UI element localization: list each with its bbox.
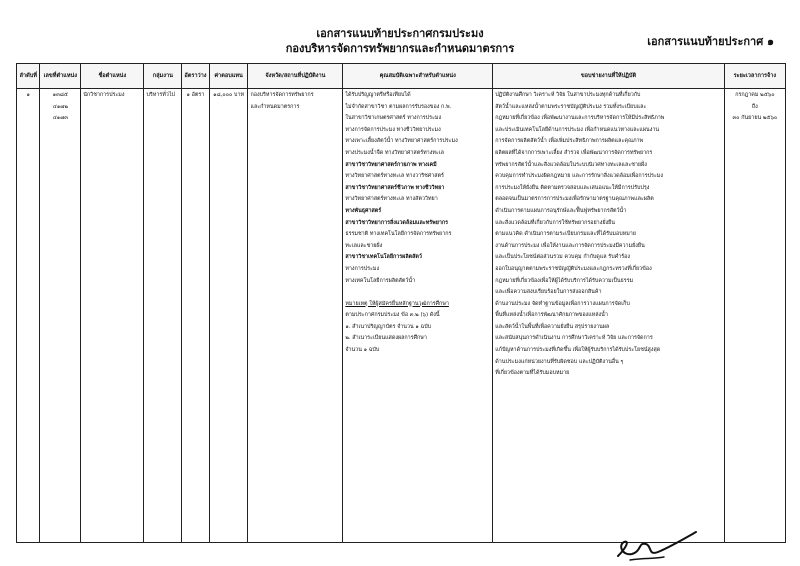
header-cell: ค่าตอบแทน xyxy=(209,64,248,89)
header-cell: กลุ่มงาน xyxy=(144,64,182,89)
period-line: กรกฎาคม ๒๕๖๐ xyxy=(735,92,775,98)
qualification-line: สาขาวิชาวิทยาการสิ่งแวดล้อมและทรัพยากร xyxy=(345,219,449,226)
qualification-line: ทะเลและชายฝั่ง xyxy=(345,242,383,249)
period-line: ๓๐ กันยายน ๒๕๖๐ xyxy=(732,115,778,122)
position-table xyxy=(16,63,786,543)
position-number: ๔๑๗๒ xyxy=(52,103,68,110)
qualification-line: หมายเหตุ ให้ผู้สมัครยื่นหลักฐานวุฒิการศึกษา xyxy=(345,300,449,307)
header-cell: ลำดับที่ xyxy=(17,64,40,89)
scope-line: และเป็นประโยชน์ต่อส่วนรวม ควบคุม กำกับดูแล รับคำร้อง xyxy=(495,254,631,261)
position-number: ๔๑๗๓ xyxy=(52,115,68,122)
document-subtitle: กองบริหารจัดการทรัพยากรและกำหนดมาตรการ xyxy=(285,42,515,55)
scope-line: ทรัพยากรสัตว์น้ำและสิ่งแวดล้อมในระบบนิเวศทางทะเลและชายฝั่ง xyxy=(495,161,647,168)
scope-line: และสนับสนุนการดำเนินงาน การศึกษาวิเคราะห์ วิจัย และการจัดการ xyxy=(495,335,653,342)
scope-line: ดำเนินการตามแผนการอนุรักษ์และฟื้นฟูทรัพยากรสัตว์น้ำ xyxy=(495,207,627,214)
scope-line: ผลิตผลที่ได้จากการเพาะเลี้ยง สำรวจ เพื่อพัฒนาการจัดการทรัพยากร xyxy=(495,149,653,156)
table-row xyxy=(17,89,786,543)
qualification-line: ทางการจัดการประมง ทางชีววิทยาประมง xyxy=(345,126,441,133)
qualification-line: ๒. สำเนาระเบียนแสดงผลการศึกษา xyxy=(345,335,427,342)
qualification-line: ทางการประมง xyxy=(345,265,380,272)
qualification-line: ทางวิทยาศาสตร์ทางทะเล ทางสัตววิทยา xyxy=(345,196,438,203)
scope-line: ที่เกี่ยวข้องตามที่ได้รับมอบหมาย xyxy=(495,370,570,377)
scope-line: พื้นที่แหล่งน้ำเพื่อการพัฒนาศักยภาพของแหล่งน้ำ xyxy=(495,312,608,319)
header-cell: จังหวัด/สถานที่ปฏิบัติงาน xyxy=(248,64,343,89)
vacancy: ๑ อัตรา xyxy=(182,89,210,543)
qualification-line: ทางเทคโนโลยีการผลิตสัตว์น้ำ xyxy=(345,277,416,284)
employment-period xyxy=(724,89,785,543)
table-header-row xyxy=(17,64,786,89)
qualification-line: ธรรมชาติ ทางเทคโนโลยีการจัดการทรัพยากร xyxy=(345,231,452,238)
job-scope-cell xyxy=(493,89,725,543)
qualification-line xyxy=(345,287,490,299)
qualification-line: ทางเพาะเลี้ยงสัตว์น้ำ ทางวิทยาศาสตร์การประมง xyxy=(345,138,458,145)
scope-line: และสัตว์น้ำในพื้นที่เพื่อความยั่งยืน สรุปรายงานผล xyxy=(495,323,610,330)
period-line: ถึง xyxy=(751,103,758,110)
scope-line: ตลอดจนเป็นมาตรการการประมงเพื่อรักษามาตรฐานคุณภาพและผลิต xyxy=(495,196,654,203)
scope-line: ด้านงานประมง จัดทำฐานข้อมูลเพื่อการวางแผนการจัดเก็บ xyxy=(495,300,630,307)
scope-line: ควบคุมการทำประมงผิดกฎหมาย และการรักษาสิ่งแวดล้อมเพื่อการประมง xyxy=(495,173,663,180)
header-cell: ขอบข่ายงานที่ให้ปฏิบัติ xyxy=(493,64,725,89)
scope-line: และประเมินเทคโนโลยีด้านการประมง เพื่อกำหนดแนวทางและแผนงาน xyxy=(495,126,660,133)
scope-line: ออกใบอนุญาตตามพระราชบัญญัติประมงและกฎกระทรวงที่เกี่ยวข้อง xyxy=(495,265,652,272)
scope-line: งานด้านการประมง เพื่อให้งานและการจัดการประมงมีความยั่งยืน xyxy=(495,242,645,249)
document-title: เอกสารแนบท้ายประกาศกรมประมง xyxy=(316,27,484,40)
location-line: กองบริหารจัดการทรัพยากร xyxy=(250,92,314,98)
scope-line: และเพื่อความสงบเรียบร้อยในการส่งออกสินค้า xyxy=(495,289,602,296)
position-title: นักวิชาการประมง xyxy=(81,89,144,543)
qualification-line: ตามประกาศกรมประมง ข้อ ๓.๒ (๖) ดังนี้ xyxy=(345,312,440,319)
qualification-line: ทางประมงน้ำจืด ทางวิทยาศาสตร์ทางทะเล xyxy=(345,149,444,156)
header-cell: เลขที่ตำแหน่ง xyxy=(40,64,81,89)
scope-line: กฎหมายที่เกี่ยวข้องเพื่อให้ผู้ได้รับบริการได้รับความเป็นธรรม xyxy=(495,277,634,284)
header-cell: ชื่อตำแหน่ง xyxy=(81,64,144,89)
scope-line: แก้ปัญหาด้านการประมงที่เกิดขึ้น เพื่อให้ผู้รับบริการได้รับประโยชน์สูงสุด xyxy=(495,347,661,354)
qualification-line: สาขาวิชาวิทยาศาสตร์ชีวภาพ ทางชีววิทยา xyxy=(345,184,445,191)
annex-label: เอกสารแนบท้ายประกาศ ๑ xyxy=(647,35,774,48)
scope-line: การประมงให้ยั่งยืน ติดตามตรวจสอบและเสนอแนะให้มีการปรับปรุง xyxy=(495,184,650,191)
position-numbers xyxy=(40,89,81,543)
signature-mark xyxy=(612,520,702,564)
header-cell: อัตราว่าง xyxy=(182,64,210,89)
qualification-line: ได้รับปริญญาตรีหรือเทียบได้ xyxy=(345,92,411,98)
qualification-line: สาขาวิชาเทคโนโลยีการผลิตสัตว์ xyxy=(345,254,422,261)
scope-line: กฎหมายที่เกี่ยวข้อง เพื่อพัฒนางานและการบริหารจัดการให้มีประสิทธิภาพ xyxy=(495,115,665,122)
qualification-line: ในสาขาวิชาเกษตรศาสตร์ ทางการประมง xyxy=(345,115,442,122)
header-cell: คุณสมบัติเฉพาะสำหรับตำแหน่ง xyxy=(343,64,493,89)
qualification-line: ทางวิทยาศาสตร์ทางทะเล ทางวาริชศาสตร์ xyxy=(345,173,444,180)
header-cell: ระยะเวลาการจ้าง xyxy=(724,64,785,89)
scope-line: ด้านประมงแก่หน่วยงานที่รับผิดชอบ และปฏิบัติงานอื่น ๆ xyxy=(495,358,624,365)
qualification-line: จำนวน ๑ ฉบับ xyxy=(345,347,380,354)
qualification-line: สาขาวิชาวิทยาศาสตร์กายภาพ ทางเคมี xyxy=(345,161,437,168)
position-number: ๑๓๘๕ xyxy=(52,92,69,98)
scope-line: สัตว์น้ำและแหล่งน้ำตามพระราชบัญญัติประมง รวมทั้งระเบียบและ xyxy=(495,103,647,110)
qualifications-cell xyxy=(343,89,493,543)
qualification-line: ทางพันธุศาสตร์ xyxy=(345,207,382,214)
work-location xyxy=(248,89,343,543)
scope-line: ตามแนวคิด ดำเนินการตามระเบียบกรมและที่ได้รับมอบหมาย xyxy=(495,231,636,238)
scope-line: และสิ่งแวดล้อมที่เกี่ยวกับการใช้ทรัพยากรอย่างยั่งยืน xyxy=(495,219,615,226)
scope-line: ปฏิบัติงานศึกษา วิเคราะห์ วิจัย ในสาขาประมงทุกด้านที่เกี่ยวกับ xyxy=(495,92,641,98)
location-line: และกำหนดมาตรการ xyxy=(250,103,300,110)
row-number: ๑ xyxy=(17,89,40,543)
salary: ๑๘,๐๐๐ บาท xyxy=(209,89,248,543)
scope-line: การจัดการผลิตสัตว์น้ำ เพื่อเพิ่มประสิทธิภาพการผลิตและคุณภาพ xyxy=(495,138,644,145)
qualification-line: ๑. สำเนาปริญญาบัตร จำนวน ๑ ฉบับ xyxy=(345,323,432,330)
work-group: บริหารทั่วไป xyxy=(144,89,182,543)
qualification-line: ไม่จำกัดสาขาวิชา ตามผลการรับรองของ ก.พ. xyxy=(345,103,452,110)
